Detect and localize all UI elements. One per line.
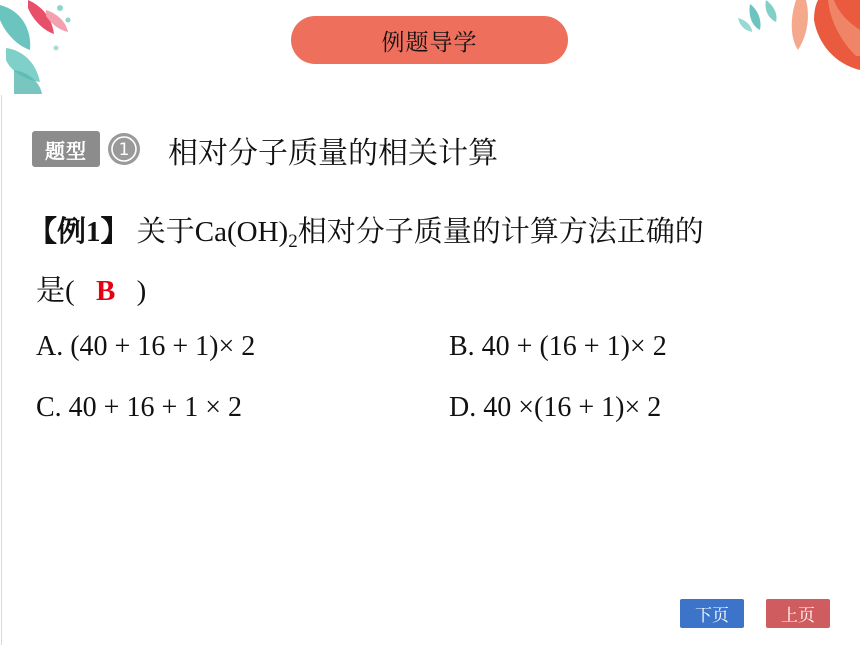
answer-text: B xyxy=(96,275,116,307)
question-type-label: 题型 xyxy=(45,138,87,163)
next-page-button[interactable] xyxy=(680,599,744,628)
example-question-line-2 xyxy=(36,268,146,309)
question-text-before: 关于Ca(OH) xyxy=(129,216,289,248)
section-banner xyxy=(291,16,568,64)
question-text-after: 相对分子质量的计算方法正确的 xyxy=(297,216,704,248)
previous-page-label: 上页 xyxy=(781,606,815,626)
section-title: 相对分子质量的相关计算 xyxy=(168,136,498,171)
question-line2-start: 是( xyxy=(36,275,75,307)
leaf-decoration-top-left-icon xyxy=(0,0,80,95)
leaf-decoration-top-right-icon xyxy=(730,0,860,75)
slide-left-border xyxy=(1,95,2,645)
question-line2-end: ) xyxy=(136,275,147,307)
next-page-label: 下页 xyxy=(695,606,729,626)
question-type-tag xyxy=(32,131,100,167)
option-d: D. 40 ×(16 + 1)× 2 xyxy=(449,392,662,423)
option-b: B. 40 + (16 + 1)× 2 xyxy=(449,331,667,362)
formula-subscript: 2 xyxy=(288,231,298,252)
banner-text: 例题导学 xyxy=(381,29,478,56)
option-a: A. (40 + 16 + 1)× 2 xyxy=(36,331,256,362)
option-c: C. 40 + 16 + 1 × 2 xyxy=(36,392,243,423)
circled-number: 1 xyxy=(118,140,130,160)
circled-number-icon xyxy=(106,131,142,167)
previous-page-button[interactable] xyxy=(766,599,830,628)
example-label: 【例1】 xyxy=(28,216,130,248)
example-question-line-1 xyxy=(28,209,704,253)
